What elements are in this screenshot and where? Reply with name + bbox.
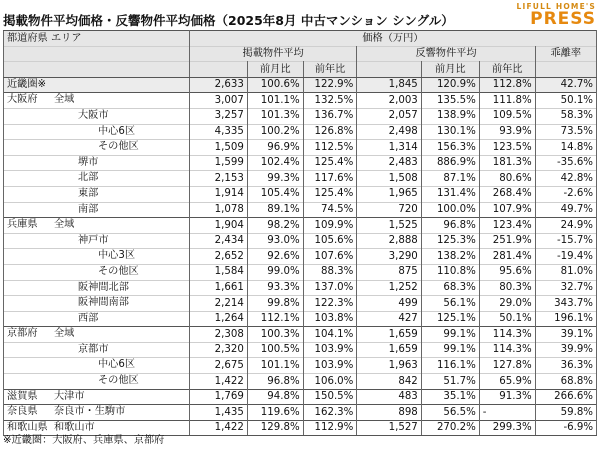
brand-logo (517, 2, 597, 27)
divergence-rate: 50.1% (535, 93, 596, 109)
area-cell (4, 218, 190, 234)
listed-mom: 100.3% (247, 327, 303, 343)
logo-top-text: LIFULL HOME'S (516, 2, 596, 11)
response-mom: 156.3% (421, 140, 479, 156)
listed-mom: 105.4% (247, 186, 303, 202)
table-row (4, 296, 597, 312)
listed-mom: 92.6% (247, 249, 303, 265)
area-cell (4, 249, 190, 265)
response-avg: 898 (357, 405, 421, 421)
listed-yoy: 103.9% (303, 358, 357, 374)
header-response-yoy: 前年比 (479, 62, 535, 78)
area-label: 奈良市・生駒市 (54, 406, 126, 418)
listed-mom: 93.0% (247, 233, 303, 249)
area-label: 全域 (54, 328, 75, 340)
header-listed-yoy: 前年比 (303, 62, 357, 78)
response-yoy: 251.9% (479, 233, 535, 249)
response-avg: 875 (357, 264, 421, 280)
table-row (4, 124, 597, 140)
response-avg: 1,659 (357, 342, 421, 358)
area-cell (4, 342, 190, 358)
response-mom: 125.1% (421, 311, 479, 327)
header-response-mom: 前月比 (421, 62, 479, 78)
listed-mom: 89.1% (247, 202, 303, 218)
area-label: 堺市 (78, 156, 99, 168)
response-yoy: 268.4% (479, 186, 535, 202)
listed-mom: 102.4% (247, 155, 303, 171)
listed-yoy: 107.6% (303, 249, 357, 265)
price-table (3, 30, 597, 436)
area-label: 西部 (78, 312, 99, 324)
response-yoy: 109.5% (479, 108, 535, 124)
response-mom: 110.8% (421, 264, 479, 280)
listed-avg: 4,335 (189, 124, 247, 140)
response-avg: 1,525 (357, 218, 421, 234)
listed-avg: 2,320 (189, 342, 247, 358)
response-avg: 720 (357, 202, 421, 218)
area-label: 東部 (78, 187, 99, 199)
response-yoy: 29.0% (479, 296, 535, 312)
divergence-rate: 14.8% (535, 140, 596, 156)
response-mom: 125.3% (421, 233, 479, 249)
response-mom: 130.1% (421, 124, 479, 140)
area-cell (4, 296, 190, 312)
area-cell (4, 374, 190, 390)
listed-avg: 1,661 (189, 280, 247, 296)
response-yoy: 123.4% (479, 218, 535, 234)
response-yoy: 111.8% (479, 93, 535, 109)
listed-mom: 100.6% (247, 77, 303, 93)
divergence-rate: -6.9% (535, 420, 596, 436)
listed-yoy: 103.8% (303, 311, 357, 327)
response-mom: 138.9% (421, 108, 479, 124)
area-cell (4, 171, 190, 187)
area-cell (4, 77, 190, 93)
listed-yoy: 106.0% (303, 374, 357, 390)
header-divergence: 乖離率 (535, 46, 596, 62)
response-yoy: 107.9% (479, 202, 535, 218)
response-mom: 56.1% (421, 296, 479, 312)
response-avg: 1,965 (357, 186, 421, 202)
area-label: 阪神間北部 (78, 281, 129, 293)
header-price: 価格（万円） (189, 31, 596, 47)
listed-avg: 3,257 (189, 108, 247, 124)
area-label: 大津市 (54, 390, 85, 402)
listed-yoy: 122.9% (303, 77, 357, 93)
listed-yoy: 125.4% (303, 155, 357, 171)
response-yoy: 95.6% (479, 264, 535, 280)
response-mom: 99.1% (421, 327, 479, 343)
divergence-rate: 81.0% (535, 264, 596, 280)
listed-mom: 93.3% (247, 280, 303, 296)
area-cell (4, 405, 190, 421)
response-yoy: 50.1% (479, 311, 535, 327)
listed-yoy: 126.8% (303, 124, 357, 140)
table-row (4, 171, 597, 187)
listed-mom: 99.8% (247, 296, 303, 312)
response-avg: 1,508 (357, 171, 421, 187)
area-cell (4, 389, 190, 405)
listed-avg: 1,422 (189, 420, 247, 436)
prefecture-label: 兵庫県 (7, 219, 38, 231)
listed-yoy: 125.4% (303, 186, 357, 202)
response-avg: 427 (357, 311, 421, 327)
divergence-rate: 59.8% (535, 405, 596, 421)
response-mom: 35.1% (421, 389, 479, 405)
response-avg: 1,252 (357, 280, 421, 296)
area-label: 中心3区 (98, 250, 136, 262)
response-avg: 2,483 (357, 155, 421, 171)
response-yoy: 299.3% (479, 420, 535, 436)
listed-avg: 2,153 (189, 171, 247, 187)
listed-mom: 101.1% (247, 358, 303, 374)
area-label: 全域 (54, 94, 75, 106)
response-avg: 2,057 (357, 108, 421, 124)
response-avg: 1,963 (357, 358, 421, 374)
area-cell (4, 233, 190, 249)
listed-avg: 1,584 (189, 264, 247, 280)
listed-mom: 99.3% (247, 171, 303, 187)
area-cell (4, 202, 190, 218)
listed-mom: 112.1% (247, 311, 303, 327)
listed-mom: 100.5% (247, 342, 303, 358)
header-listed: 掲載物件平均 (189, 46, 357, 62)
response-mom: 135.5% (421, 93, 479, 109)
listed-avg: 1,904 (189, 218, 247, 234)
listed-yoy: 74.5% (303, 202, 357, 218)
response-mom: 56.5% (421, 405, 479, 421)
area-label: 中心6区 (98, 125, 136, 137)
table-row (4, 140, 597, 156)
divergence-rate: 343.7% (535, 296, 596, 312)
listed-yoy: 88.3% (303, 264, 357, 280)
response-yoy: 123.5% (479, 140, 535, 156)
response-avg: 842 (357, 374, 421, 390)
divergence-rate: 68.8% (535, 374, 596, 390)
response-avg: 483 (357, 389, 421, 405)
divergence-rate: 24.9% (535, 218, 596, 234)
response-mom: 87.1% (421, 171, 479, 187)
listed-avg: 2,675 (189, 358, 247, 374)
prefecture-label: 近畿圏※ (7, 78, 47, 90)
listed-yoy: 104.1% (303, 327, 357, 343)
area-label: その他区 (98, 265, 139, 277)
header-response: 反響物件平均 (357, 46, 535, 62)
logo-main-text: PRESS (530, 9, 596, 29)
area-cell (4, 264, 190, 280)
page-title: 掲載物件平均価格・反響物件平均価格（2025年8月 中古マンション シングル） (3, 13, 454, 28)
divergence-rate: 58.3% (535, 108, 596, 124)
listed-yoy: 150.5% (303, 389, 357, 405)
listed-mom: 99.0% (247, 264, 303, 280)
response-mom: 100.0% (421, 202, 479, 218)
table-row (4, 218, 597, 234)
divergence-rate: -2.6% (535, 186, 596, 202)
listed-mom: 94.8% (247, 389, 303, 405)
prefecture-label: 和歌山県 (7, 421, 48, 433)
response-yoy: 114.3% (479, 342, 535, 358)
response-yoy: - (479, 405, 535, 421)
listed-mom: 98.2% (247, 218, 303, 234)
divergence-rate: 266.6% (535, 389, 596, 405)
response-mom: 99.1% (421, 342, 479, 358)
prefecture-label: 滋賀県 (7, 390, 38, 402)
divergence-rate: 196.1% (535, 311, 596, 327)
table-row (4, 249, 597, 265)
area-cell (4, 140, 190, 156)
listed-avg: 1,599 (189, 155, 247, 171)
listed-avg: 2,214 (189, 296, 247, 312)
table-row (4, 342, 597, 358)
response-yoy: 112.8% (479, 77, 535, 93)
table-row (4, 155, 597, 171)
table-row (4, 405, 597, 421)
area-cell (4, 280, 190, 296)
listed-mom: 100.2% (247, 124, 303, 140)
header-listed-mom: 前月比 (247, 62, 303, 78)
area-label: 南部 (78, 203, 99, 215)
area-label: 神戸市 (78, 234, 109, 246)
area-label: 中心6区 (98, 359, 136, 371)
response-avg: 499 (357, 296, 421, 312)
table-row (4, 233, 597, 249)
listed-mom: 101.1% (247, 93, 303, 109)
area-label: 大阪市 (78, 109, 109, 121)
area-label: 全域 (54, 219, 75, 231)
divergence-rate: 42.7% (535, 77, 596, 93)
listed-avg: 1,435 (189, 405, 247, 421)
area-label: その他区 (98, 141, 139, 153)
response-avg: 1,659 (357, 327, 421, 343)
divergence-rate: 42.8% (535, 171, 596, 187)
area-cell (4, 311, 190, 327)
listed-yoy: 105.6% (303, 233, 357, 249)
listed-mom: 96.8% (247, 374, 303, 390)
response-mom: 138.2% (421, 249, 479, 265)
table-row (4, 202, 597, 218)
prefecture-label: 奈良県 (7, 406, 38, 418)
table-row (4, 264, 597, 280)
response-avg: 1,314 (357, 140, 421, 156)
listed-yoy: 132.5% (303, 93, 357, 109)
listed-yoy: 109.9% (303, 218, 357, 234)
area-label: 京都市 (78, 343, 109, 355)
table-row (4, 374, 597, 390)
listed-avg: 2,434 (189, 233, 247, 249)
response-mom: 270.2% (421, 420, 479, 436)
listed-avg: 1,769 (189, 389, 247, 405)
response-mom: 68.3% (421, 280, 479, 296)
divergence-rate: 39.9% (535, 342, 596, 358)
listed-yoy: 103.9% (303, 342, 357, 358)
divergence-rate: -19.4% (535, 249, 596, 265)
listed-avg: 1,422 (189, 374, 247, 390)
area-cell (4, 327, 190, 343)
area-cell (4, 358, 190, 374)
response-yoy: 114.3% (479, 327, 535, 343)
listed-avg: 1,509 (189, 140, 247, 156)
response-avg: 2,498 (357, 124, 421, 140)
listed-avg: 1,914 (189, 186, 247, 202)
area-cell (4, 93, 190, 109)
response-yoy: 281.4% (479, 249, 535, 265)
response-yoy: 91.3% (479, 389, 535, 405)
response-avg: 3,290 (357, 249, 421, 265)
table-row (4, 77, 597, 93)
listed-yoy: 136.7% (303, 108, 357, 124)
listed-mom: 129.8% (247, 420, 303, 436)
table-row (4, 280, 597, 296)
table-row (4, 358, 597, 374)
listed-yoy: 112.9% (303, 420, 357, 436)
divergence-rate: -35.6% (535, 155, 596, 171)
listed-avg: 2,652 (189, 249, 247, 265)
prefecture-label: 京都府 (7, 328, 38, 340)
divergence-rate: 39.1% (535, 327, 596, 343)
area-label: 阪神間南部 (78, 297, 129, 309)
response-avg: 2,003 (357, 93, 421, 109)
response-mom: 51.7% (421, 374, 479, 390)
response-avg: 1,845 (357, 77, 421, 93)
divergence-rate: -15.7% (535, 233, 596, 249)
table-row (4, 108, 597, 124)
area-cell (4, 108, 190, 124)
response-mom: 131.4% (421, 186, 479, 202)
listed-yoy: 112.5% (303, 140, 357, 156)
divergence-rate: 36.3% (535, 358, 596, 374)
table-row (4, 93, 597, 109)
listed-yoy: 137.0% (303, 280, 357, 296)
listed-yoy: 162.3% (303, 405, 357, 421)
response-avg: 2,888 (357, 233, 421, 249)
response-yoy: 80.3% (479, 280, 535, 296)
header-row-2 (4, 46, 597, 62)
table-row (4, 311, 597, 327)
response-yoy: 181.3% (479, 155, 535, 171)
table-row (4, 389, 597, 405)
divergence-rate: 73.5% (535, 124, 596, 140)
listed-mom: 96.9% (247, 140, 303, 156)
listed-mom: 119.6% (247, 405, 303, 421)
listed-avg: 2,633 (189, 77, 247, 93)
table-row (4, 327, 597, 343)
response-yoy: 65.9% (479, 374, 535, 390)
response-yoy: 93.9% (479, 124, 535, 140)
listed-yoy: 117.6% (303, 171, 357, 187)
area-label: 和歌山市 (54, 421, 95, 433)
response-avg: 1,527 (357, 420, 421, 436)
response-yoy: 127.8% (479, 358, 535, 374)
response-mom: 96.8% (421, 218, 479, 234)
header-row-3 (4, 62, 597, 78)
response-mom: 116.1% (421, 358, 479, 374)
listed-avg: 2,308 (189, 327, 247, 343)
footnote: ※近畿圏：大阪府、兵庫県、京都府 (3, 435, 165, 446)
listed-avg: 1,264 (189, 311, 247, 327)
table-row (4, 186, 597, 202)
divergence-rate: 49.7% (535, 202, 596, 218)
prefecture-label: 大阪府 (7, 94, 38, 106)
area-cell (4, 155, 190, 171)
response-yoy: 80.6% (479, 171, 535, 187)
area-cell (4, 124, 190, 140)
header-row-1 (4, 31, 597, 47)
header-area: 都道府県 エリア (4, 31, 190, 47)
listed-avg: 1,078 (189, 202, 247, 218)
divergence-rate: 32.7% (535, 280, 596, 296)
listed-avg: 3,007 (189, 93, 247, 109)
area-label: その他区 (98, 375, 139, 387)
area-cell (4, 186, 190, 202)
listed-yoy: 122.3% (303, 296, 357, 312)
listed-mom: 101.3% (247, 108, 303, 124)
area-label: 北部 (78, 172, 99, 184)
response-mom: 886.9% (421, 155, 479, 171)
response-mom: 120.9% (421, 77, 479, 93)
